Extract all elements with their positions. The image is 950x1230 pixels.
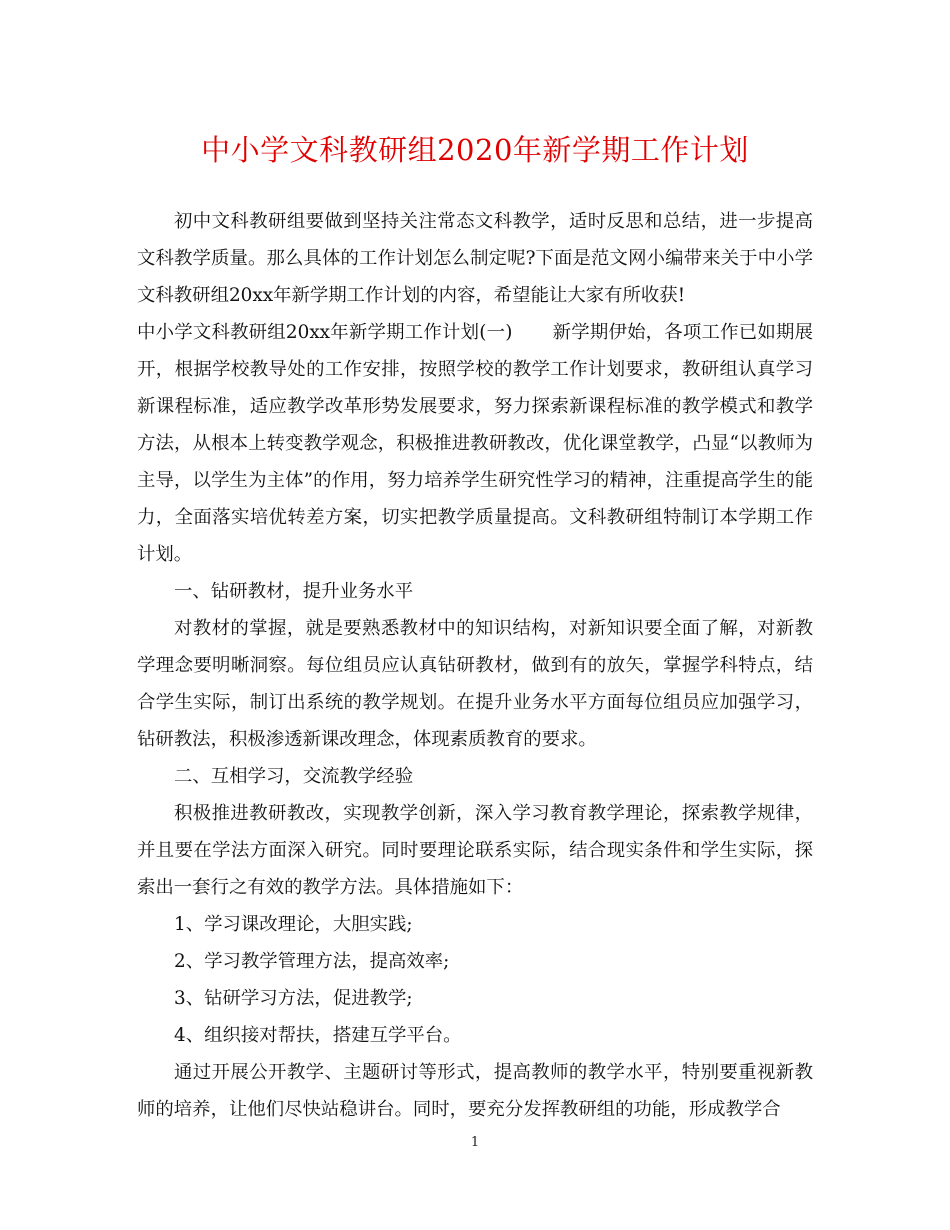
page-number: 1	[470, 1135, 480, 1150]
measure-item: 4、组织接对帮扶，搭建互学平台。	[174, 1025, 462, 1046]
document-title: 中小学文科教研组2020年新学期工作计划	[201, 133, 749, 167]
closing-paragraph: 通过开展公开教学、主题研讨等形式，提高教师的教学水平，特别要重视新教师的培养，让他们尽快站稳讲台。同时，要充分发挥教研组的功能，形成教学合	[137, 1062, 813, 1120]
plan-paragraph	[137, 314, 813, 573]
measure-item: 2、学习教学管理方法，提高效率;	[174, 951, 450, 972]
plan-intro: 新学期伊始，各项工作已如期展开，根据学校教导处的工作安排，按照学校的教学工作计划要求，教研组认真学习新课程标准，适应教学改革形势发展要求，努力探索新课程标准的教学模式和教学方法，从根本上转变教学观念，积极推进教研教改，优化课堂教学，凸显“以教师为主导，以学生为主体”的作用，努力培养学生研究性学习的精神，注重提高学生的能力，全面落实培优转差方案，切实把教学质量提高。文科教研组特制订本学期工作计划。	[137, 322, 813, 565]
section1-body: 对教材的掌握，就是要熟悉教材中的知识结构，对新知识要全面了解，对新教学理念要明晰洞察。每位组员应认真钻研教材，做到有的放矢，掌握学科特点，结合学生实际，制订出系统的教学规划。在提升业务水平方面每位组员应加强学习，钻研教法，积极渗透新课改理念，体现素质教育的要求。	[137, 618, 813, 750]
measure-item: 3、钻研学习方法，促进教学;	[174, 988, 413, 1009]
section2-body: 积极推进教研教改，实现教学创新，深入学习教育教学理论，探索教学规律，并且要在学法方面深入研究。同时要理论联系实际，结合现实条件和学生实际，探索出一套行之有效的教学方法。具体措施如下：	[137, 803, 813, 898]
document-body	[137, 203, 813, 1128]
measure-item: 1、学习课改理论，大胆实践;	[174, 914, 413, 935]
section1-heading: 一、钻研教材，提升业务水平	[174, 581, 414, 602]
section2-heading: 二、互相学习，交流教学经验	[174, 766, 414, 787]
plan-heading: 中小学文科教研组20xx年新学期工作计划(一)	[137, 322, 513, 343]
intro-paragraph: 初中文科教研组要做到坚持关注常态文科教学，适时反思和总结，进一步提高文科教学质量。那么具体的工作计划怎么制定呢?下面是范文网小编带来关于中小学文科教研组20xx年新学期工作计划的内容，希望能让大家有所收获!	[137, 211, 813, 306]
